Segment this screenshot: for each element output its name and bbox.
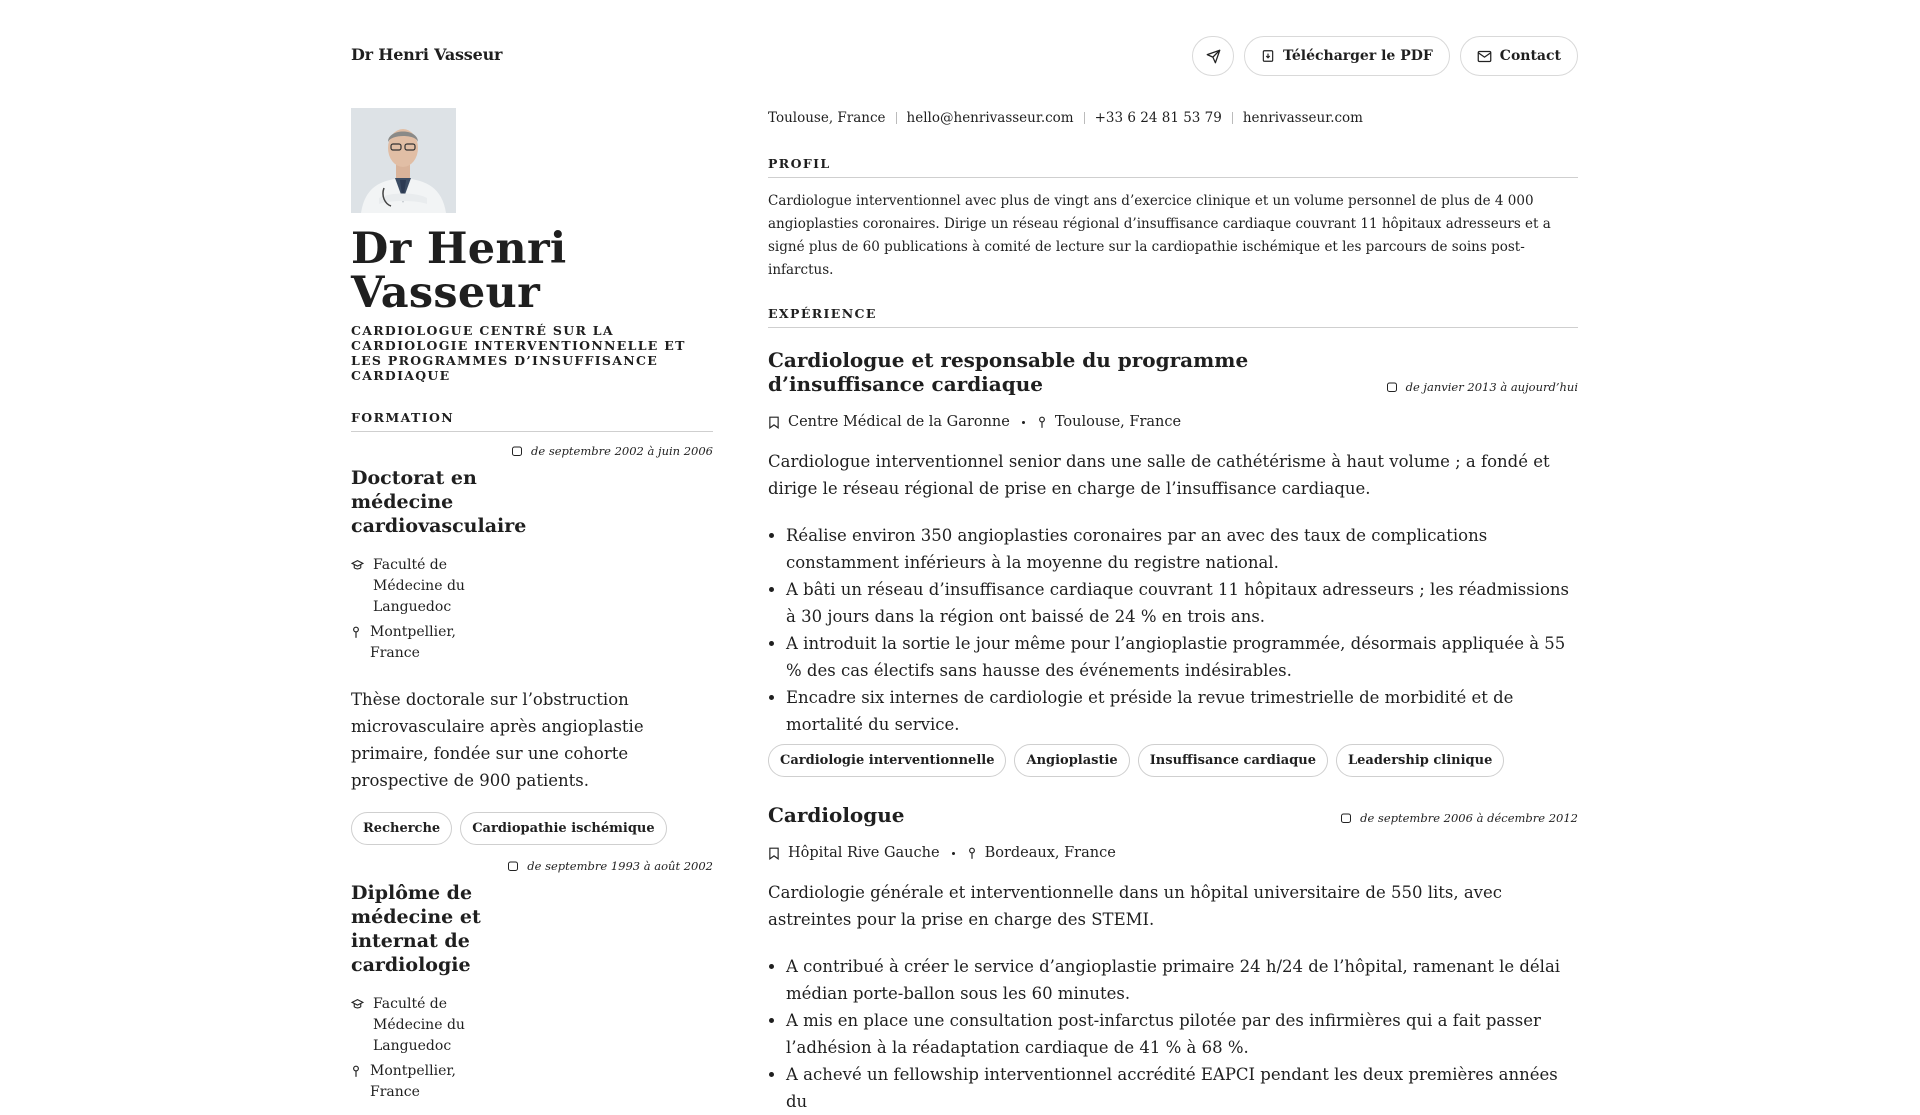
experience-description: Cardiologie générale et interventionnelle dans un hôpital universitaire de 550 lits, avec astreintes pour la prise en charge des STEMI. — [768, 883, 1503, 929]
experience-header — [768, 348, 1578, 396]
location-pin-icon — [1037, 416, 1047, 429]
graduation-cap-icon — [351, 998, 364, 1010]
contact-location: Toulouse, France — [768, 110, 886, 126]
top-actions — [1192, 36, 1578, 76]
download-pdf-label: Télécharger le PDF — [1283, 48, 1433, 64]
education-location-text: Montpellier, France — [370, 1063, 456, 1100]
experience-title: Cardiologue — [768, 803, 905, 827]
list-item: • A introduit la sortie le jour même pour l’angioplastie programmée, désormais appliquée à 55 % des cas électifs sans hausse des événements indésirables. — [786, 630, 1578, 684]
education-meta — [351, 555, 491, 664]
education-location-text: Montpellier, France — [370, 624, 456, 661]
list-item: • A mis en place une consultation post-infarctus pilotée par des infirmières qui a fait passer l’adhésion à la réadaptation cardiaque de 41 % à 68 %. — [786, 1007, 1578, 1061]
divider — [1084, 112, 1085, 124]
send-icon — [1206, 49, 1221, 64]
experience-item — [768, 803, 1578, 1115]
calendar-icon — [1386, 381, 1398, 393]
education-item — [351, 444, 713, 845]
list-item: • A contribué à créer le service d’angioplastie primaire 24 h/24 de l’hôpital, ramenant le délai médian porte-ballon sous les 60 minutes. — [786, 953, 1578, 1007]
education-date — [351, 859, 713, 873]
experience-date — [1386, 380, 1578, 396]
experience-bullets — [768, 522, 1578, 738]
tag: Cardiopathie ischémique — [460, 812, 666, 845]
experience-section-title: EXPÉRIENCE — [768, 306, 1578, 328]
education-date-text: de septembre 2002 à juin 2006 — [531, 444, 713, 458]
education-school-text: Faculté de Médecine du Languedoc — [373, 557, 465, 615]
experience-org: Centre Médical de la Garonne — [788, 414, 1010, 430]
education-date-text: de septembre 1993 à août 2002 — [527, 859, 713, 873]
education-school — [351, 994, 491, 1057]
job-tagline: CARDIOLOGUE CENTRÉ SUR LA CARDIOLOGIE INTERVENTIONNELLE ET LES PROGRAMMES D’INSUFFISANCE CARDIAQUE — [351, 323, 686, 383]
contact-email-link[interactable]: hello@henrivasseur.com — [906, 110, 1074, 126]
tag: Cardiologie interventionnelle — [768, 744, 1006, 777]
divider — [1232, 112, 1233, 124]
calendar-icon — [507, 860, 519, 872]
education-description: Thèse doctorale sur l’obstruction microvasculaire après angioplastie primaire, fondée sur une cohorte prospective de 900 patients. — [351, 690, 644, 790]
experience-meta — [768, 845, 1578, 861]
experience-org: Hôpital Rive Gauche — [788, 845, 940, 861]
separator-dot — [952, 852, 955, 855]
right-column — [768, 110, 1578, 1115]
mail-icon — [1477, 50, 1492, 63]
contact-phone-link[interactable]: +33 6 24 81 53 79 — [1094, 110, 1222, 126]
calendar-icon — [511, 445, 523, 457]
experience-date — [1340, 811, 1578, 827]
list-item: • Encadre six internes de cardiologie et préside la revue trimestrielle de morbidité et de mortalité du service. — [786, 684, 1578, 738]
tag: Insuffisance cardiaque — [1138, 744, 1328, 777]
education-section-title: FORMATION — [351, 410, 713, 432]
education-meta — [351, 994, 491, 1103]
experience-location: Toulouse, France — [1054, 414, 1182, 430]
experience-title: Cardiologue et responsable du programme d’insuffisance cardiaque — [768, 348, 1249, 396]
contact-button[interactable] — [1460, 36, 1578, 76]
list-item: • A achevé un fellowship interventionnel accrédité EAPCI pendant les deux premières années du — [786, 1061, 1578, 1115]
education-title: Diplôme de médecine et internat de cardiologie — [351, 882, 481, 976]
list-item: • Réalise environ 350 angioplasties coronaires par an avec des taux de complications constamment inférieurs à la moyenne du registre national. — [786, 522, 1578, 576]
experience-tags — [768, 744, 1578, 777]
education-school — [351, 555, 491, 618]
contact-website-link[interactable]: henrivasseur.com — [1242, 110, 1363, 126]
file-download-icon — [1261, 49, 1275, 63]
divider — [896, 112, 897, 124]
location-pin-icon — [351, 626, 361, 639]
person-name: Dr Henri Vasseur — [351, 224, 567, 318]
brand-name: Dr Henri Vasseur — [351, 45, 503, 64]
building-icon — [768, 416, 780, 429]
download-pdf-button[interactable] — [1244, 36, 1450, 76]
share-button[interactable] — [1192, 36, 1234, 76]
experience-description: Cardiologue interventionnel senior dans une salle de cathétérisme à haut volume ; a fondé et dirige le réseau régional de prise en charge de l’insuffisance cardiaque. — [768, 452, 1550, 498]
education-date — [351, 444, 713, 458]
experience-date-text: de septembre 2006 à décembre 2012 — [1360, 811, 1578, 825]
separator-dot — [1022, 421, 1025, 424]
experience-location: Bordeaux, France — [984, 845, 1116, 861]
experience-item — [768, 348, 1578, 777]
location-pin-icon — [967, 847, 977, 860]
profile-section-title: PROFIL — [768, 156, 1578, 178]
education-location — [351, 622, 491, 664]
building-icon — [768, 847, 780, 860]
left-column — [351, 108, 713, 1107]
experience-bullets — [768, 953, 1578, 1115]
profile-summary: Cardiologue interventionnel avec plus de vingt ans d’exercice clinique et un volume personnel de plus de 4 000 angioplasties coronaires. Dirige un réseau régional d’insuffisance cardiaque couvrant 11 hôpitaux adresseurs et a signé plus de 60 publications à comité de lecture sur la cardiopathie ischémique et les parcours de soins post-infarctus. — [768, 193, 1551, 278]
tag: Recherche — [351, 812, 452, 845]
experience-date-text: de janvier 2013 à aujourd’hui — [1405, 380, 1578, 394]
education-school-text: Faculté de Médecine du Languedoc — [373, 996, 465, 1054]
graduation-cap-icon — [351, 559, 364, 571]
list-item: • A bâti un réseau d’insuffisance cardiaque couvrant 11 hôpitaux adresseurs ; les réadmissions à 30 jours dans la région ont baissé de 24 % en trois ans. — [786, 576, 1578, 630]
education-title: Doctorat en médecine cardiovasculaire — [351, 467, 527, 537]
education-location — [351, 1061, 491, 1103]
profile-photo — [351, 108, 456, 213]
tag: Angioplastie — [1014, 744, 1129, 777]
experience-header — [768, 803, 1578, 827]
tag: Leadership clinique — [1336, 744, 1504, 777]
education-item — [351, 859, 713, 1103]
location-pin-icon — [351, 1065, 361, 1078]
education-tags — [351, 812, 713, 845]
contact-label: Contact — [1499, 48, 1561, 64]
calendar-icon — [1340, 812, 1352, 824]
experience-meta — [768, 414, 1578, 430]
contact-line — [768, 110, 1578, 126]
